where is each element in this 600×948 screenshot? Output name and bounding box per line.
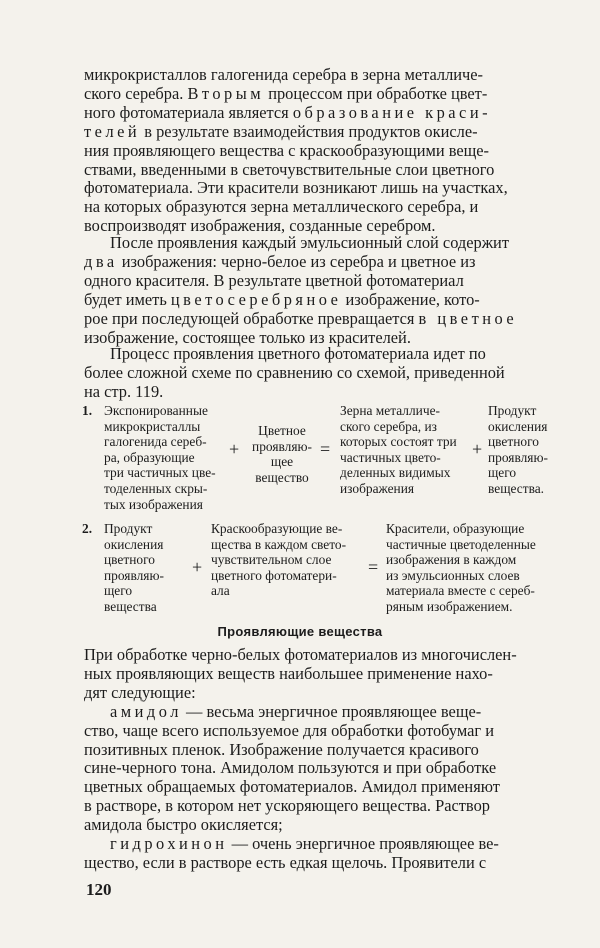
text-line: сине-черного тона. Амидолом пользуются и при обработке [84, 758, 497, 778]
text-line: микрокристаллов галогенида серебра в зерна металличе- [84, 65, 484, 84]
scheme-line: Краскообразующие ве- [211, 521, 343, 536]
scheme-1-col-4 [488, 403, 560, 497]
text-line: амидол — весьма энергичное проявляющее веще- [110, 701, 482, 721]
text-line: ство, чаще всего используемое для обработки фотобумаг и [84, 720, 494, 740]
scheme-number: 2. [82, 521, 93, 536]
paragraph-two-images [84, 234, 558, 347]
scheme-2-col-2 [211, 521, 363, 599]
text-line: рое при последующей обработке превращается в цветное [84, 308, 518, 328]
plus-sign: + [229, 439, 240, 459]
paragraph-developers [84, 646, 558, 873]
scheme-number: 1. [82, 403, 93, 418]
text-line: на которых образуются зерна металлического серебра, и [84, 197, 479, 217]
text-line: более сложной схеме по сравнению со схемой, приведенной [84, 362, 505, 382]
scheme-line: окисления [488, 418, 548, 434]
scheme-2-col-3 [386, 521, 560, 615]
scheme-line: щества в каждом свето- [211, 536, 347, 552]
section-heading: Проявляющие вещества [217, 624, 383, 639]
scheme-line: из эмульсионных слоев [386, 567, 520, 583]
text-line: ного фотоматериала является образование краси- [84, 102, 492, 122]
scheme-line: Зерна металличе- [340, 403, 440, 418]
paragraph-silver-dye-process [84, 66, 558, 236]
scheme-line: проявляю- [252, 438, 312, 454]
paragraph-process-intro [84, 345, 558, 402]
scheme-line: щего [104, 583, 133, 599]
text-line: щество, если в растворе есть едкая щелочь. Проявители с [84, 852, 487, 872]
scheme-line: изображения в каждом [386, 552, 517, 568]
page-number: 120 [86, 880, 112, 899]
text-line: цветных обращаемых фотоматериалов. Амидол применяют [84, 777, 500, 797]
scheme-line: вещество [255, 469, 309, 485]
scheme-line: частичных цвето- [340, 449, 441, 465]
text-line: на стр. 119. [84, 381, 164, 401]
scheme-line: тоделенных скры- [104, 480, 208, 496]
text-line: воспроизводят изображения, созданные серебром. [84, 216, 436, 236]
scheme-line: ряным изображением. [386, 598, 513, 614]
scheme-line: ала [211, 583, 230, 599]
scheme-line: изображения [340, 480, 415, 496]
scheme-1-col-3 [340, 403, 472, 497]
plus-sign: + [472, 439, 483, 459]
scheme-line: ского серебра, из [340, 418, 437, 434]
scheme-line: Продукт [104, 521, 153, 536]
text-line: ных проявляющих веществ наибольшее применение нахо- [84, 663, 493, 683]
scheme-line: проявляю- [104, 567, 164, 583]
text-line: фотоматериала. Эти красители возникают лишь на участках, [84, 178, 508, 198]
scheme-line: вещества [104, 598, 157, 614]
text-line: ния проявляющего вещества с краскообразующими веще- [84, 140, 490, 160]
text-line: гидрохинон — очень энергичное проявляющее ве- [110, 834, 499, 854]
equals-sign: = [320, 439, 331, 459]
text-line: изображение, состоящее только из красителей. [84, 327, 411, 347]
scheme-line: вещества. [488, 480, 545, 496]
scheme-line: Продукт [488, 403, 537, 418]
scheme-line: щее [270, 454, 294, 470]
text-line: После проявления каждый эмульсионный слой содержит [110, 233, 509, 252]
text-line: амидола быстро окисляется; [84, 815, 283, 835]
text-line: позитивных пленок. Изображение получается красивого [84, 739, 479, 759]
scheme-line: окисления [104, 536, 164, 552]
scheme-line: тых изображения [104, 496, 203, 512]
scheme-line: чувствительном слое [211, 552, 332, 568]
text-line: телей в результате взаимодействия продуктов окисле- [84, 121, 478, 141]
text-line: Процесс проявления цветного фотоматериала идет по [110, 344, 486, 363]
scheme-line: галогенида сереб- [104, 434, 207, 450]
text-line: будет иметь цветосеребряное изображение, кото- [84, 289, 480, 309]
text-line: два изображения: черно-белое из серебра и цветное из [84, 251, 476, 271]
scheme-line: микрокристаллы [104, 418, 201, 434]
equals-sign: = [368, 557, 379, 577]
scheme-line: цветного [104, 552, 155, 568]
scheme-line: цветного фотоматери- [211, 567, 337, 583]
scheme-line: деленных видимых [340, 465, 451, 481]
text-line: ствами, введенными в светочувствительные слои цветного [84, 159, 495, 179]
scheme-line: которых состоят три [340, 434, 457, 450]
scheme-line: частичные цветоделенные [386, 536, 536, 552]
scheme-line: проявляю- [488, 449, 548, 465]
scheme-1-col-2 [246, 423, 318, 485]
scheme-2-col-1 [104, 521, 184, 615]
text-line: дят следующие: [84, 682, 196, 702]
text-line: в растворе, в котором нет ускоряющего вещества. Раствор [84, 796, 490, 816]
text-line: ского серебра. Вторым процессом при обработке цвет- [84, 83, 488, 103]
text-line: одного красителя. В результате цветной фотоматериал [84, 270, 464, 290]
scheme-line: Цветное [258, 423, 306, 438]
scheme-line: цветного [488, 434, 539, 450]
plus-sign: + [192, 557, 203, 577]
scheme-line: три частичных цве- [104, 465, 216, 481]
scheme-1-col-1 [104, 403, 228, 512]
scheme-line: материала вместе с сереб- [386, 583, 535, 599]
scheme-line: Красители, образующие [386, 521, 525, 536]
scheme-line: ра, образующие [104, 449, 195, 465]
scheme-line: щего [488, 465, 517, 481]
scheme-line: Экспонированные [104, 403, 208, 418]
text-line: При обработке черно-белых фотоматериалов из многочислен- [84, 645, 517, 664]
